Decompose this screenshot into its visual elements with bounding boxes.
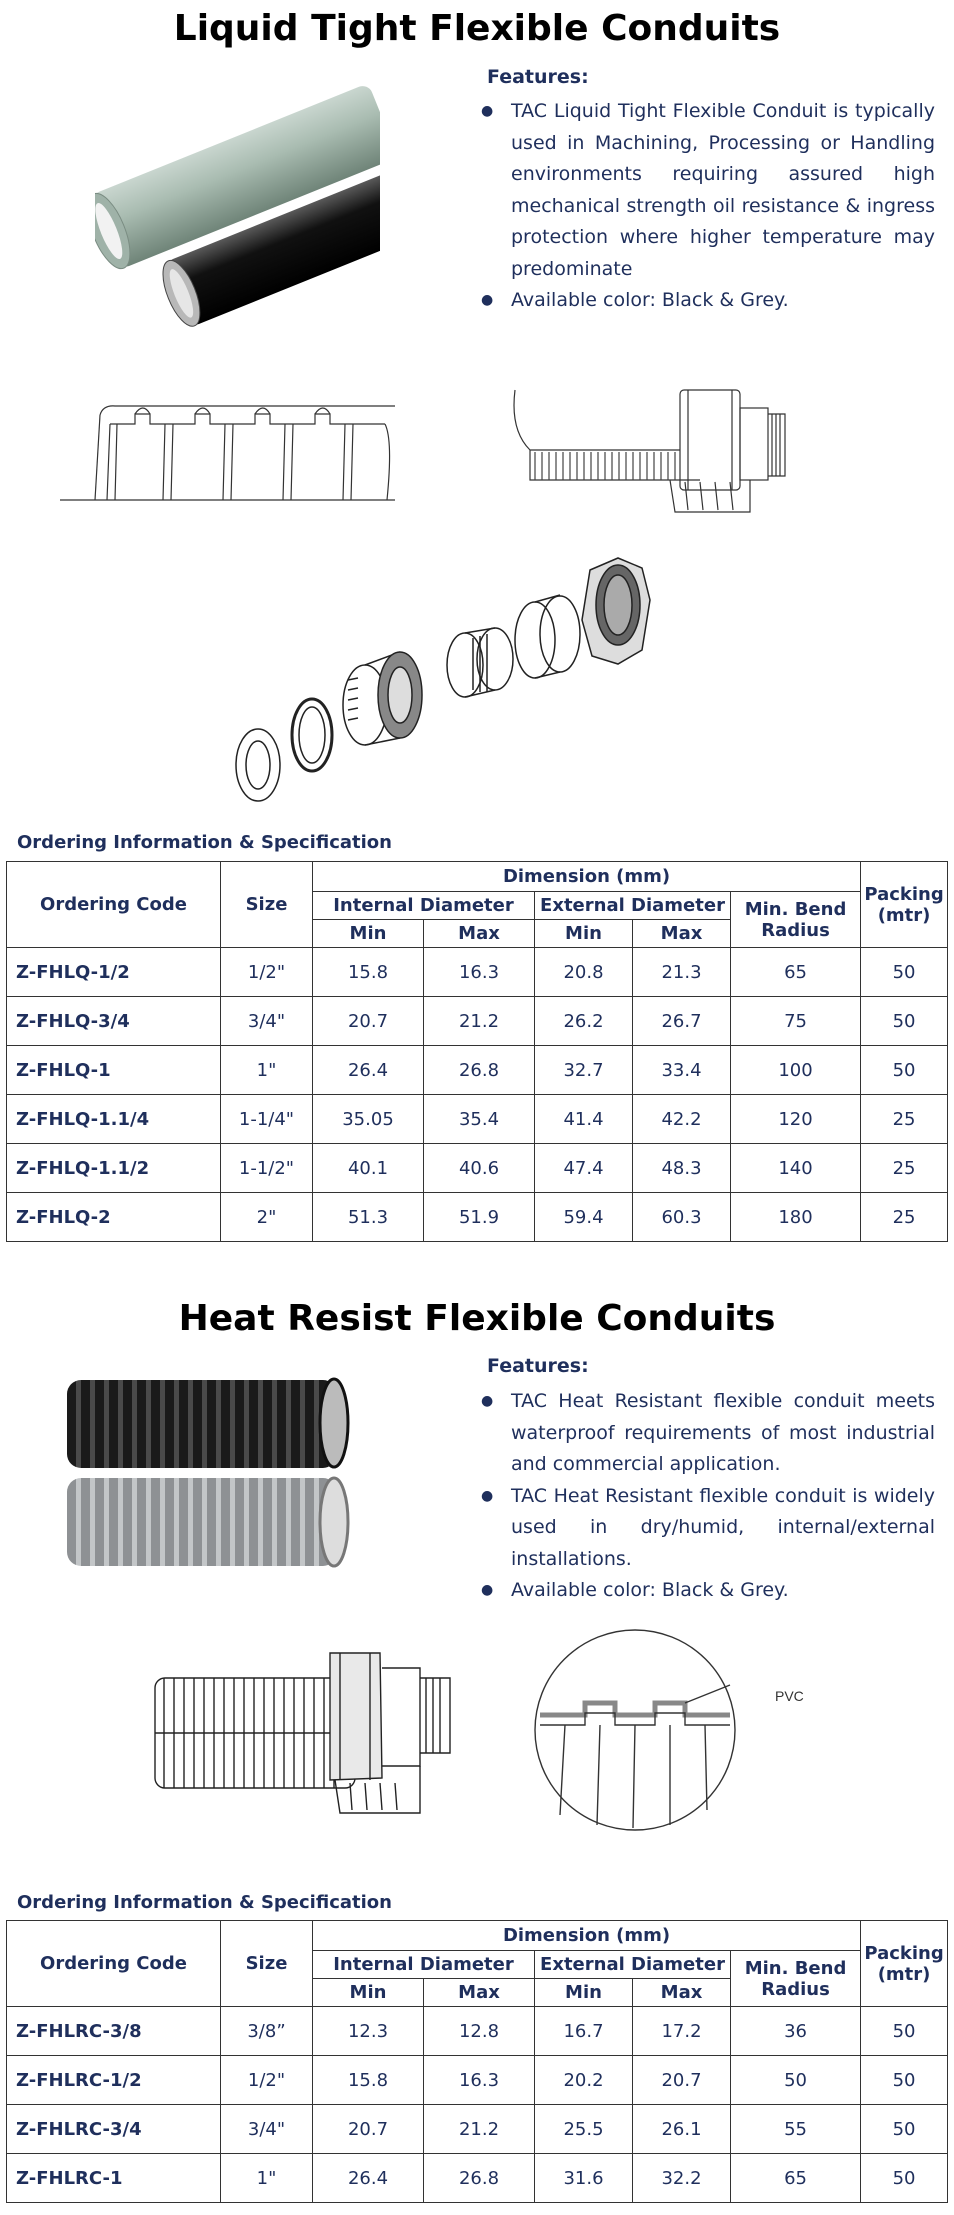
header-dimension: Dimension (mm) — [313, 1921, 861, 1951]
header-id-max: Max — [424, 1979, 535, 2007]
cell-ed-min: 47.4 — [535, 1144, 633, 1193]
cell-id-max: 51.9 — [424, 1193, 535, 1242]
table-row — [7, 2105, 948, 2154]
header-packing: Packing (mtr) — [861, 862, 948, 948]
cell-ed-min: 32.7 — [535, 1046, 633, 1095]
cell-bend: 140 — [731, 1144, 861, 1193]
cell-id-max: 21.2 — [424, 2105, 535, 2154]
liquid-table-title: Ordering Information & Specification — [17, 832, 392, 853]
cell-id-max: 16.3 — [424, 2056, 535, 2105]
cell-ed-min: 20.2 — [535, 2056, 633, 2105]
cell-id-max: 12.8 — [424, 2007, 535, 2056]
cell-ed-max: 33.4 — [633, 1046, 731, 1095]
cell-code: Z-FHLQ-2 — [7, 1193, 221, 1242]
heat-title: Heat Resist Flexible Conduits — [178, 1298, 776, 1339]
cell-ed-max: 26.7 — [633, 997, 731, 1046]
liquid-fitting-assembly-drawing — [510, 380, 800, 520]
header-size: Size — [221, 862, 313, 948]
cell-id-max: 26.8 — [424, 2154, 535, 2203]
cell-bend: 55 — [731, 2105, 861, 2154]
liquid-feature-item: ● TAC Liquid Tight Flexible Conduit is typically used in Machining, Processing or Handling environments requiring assured high mechanical strength oil resistance & ingress protection where higher temperature may predominate — [487, 96, 935, 285]
bullet-icon: ● — [481, 1582, 494, 1598]
header-size: Size — [221, 1921, 313, 2007]
cell-ed-max: 21.3 — [633, 948, 731, 997]
cell-pack: 50 — [861, 948, 948, 997]
cell-code: Z-FHLQ-1/2 — [7, 948, 221, 997]
cell-pack: 50 — [861, 2154, 948, 2203]
cell-bend: 100 — [731, 1046, 861, 1095]
cell-ed-min: 41.4 — [535, 1095, 633, 1144]
cell-id-max: 16.3 — [424, 948, 535, 997]
cell-id-min: 35.05 — [313, 1095, 424, 1144]
cell-id-max: 40.6 — [424, 1144, 535, 1193]
bullet-icon: ● — [481, 103, 494, 119]
cell-size: 2" — [221, 1193, 313, 1242]
header-ed-max: Max — [633, 920, 731, 948]
heat-features-label: Features: — [487, 1355, 589, 1377]
cell-id-min: 20.7 — [313, 2105, 424, 2154]
cell-pack: 50 — [861, 997, 948, 1046]
liquid-spec-table — [6, 861, 948, 1242]
header-external-diameter: External Diameter — [535, 1951, 731, 1979]
header-id-min: Min — [313, 920, 424, 948]
cell-ed-min: 16.7 — [535, 2007, 633, 2056]
cell-size: 3/8” — [221, 2007, 313, 2056]
heat-table-title: Ordering Information & Specification — [17, 1892, 392, 1913]
cell-id-min: 40.1 — [313, 1144, 424, 1193]
cell-ed-min: 26.2 — [535, 997, 633, 1046]
table-row — [7, 1193, 948, 1242]
cell-pack: 50 — [861, 2007, 948, 2056]
cell-ed-max: 42.2 — [633, 1095, 731, 1144]
table-row — [7, 1046, 948, 1095]
cell-size: 1" — [221, 2154, 313, 2203]
heat-feature-item: ● TAC Heat Resistant flexible conduit meets waterproof requirements of most industrial and commercial application. — [487, 1386, 935, 1481]
header-id-min: Min — [313, 1979, 424, 2007]
cell-id-min: 20.7 — [313, 997, 424, 1046]
cell-ed-max: 48.3 — [633, 1144, 731, 1193]
cell-ed-min: 31.6 — [535, 2154, 633, 2203]
cell-ed-max: 17.2 — [633, 2007, 731, 2056]
cell-pack: 50 — [861, 2056, 948, 2105]
header-ed-min: Min — [535, 1979, 633, 2007]
heat-feature-item: ● Available color: Black & Grey. — [487, 1575, 935, 1607]
cell-code: Z-FHLRC-3/4 — [7, 2105, 221, 2154]
cell-pack: 25 — [861, 1144, 948, 1193]
cell-bend: 120 — [731, 1095, 861, 1144]
cell-ed-max: 20.7 — [633, 2056, 731, 2105]
cell-size: 1-1/2" — [221, 1144, 313, 1193]
cell-ed-max: 26.1 — [633, 2105, 731, 2154]
cell-code: Z-FHLQ-1 — [7, 1046, 221, 1095]
heat-features-list — [481, 1386, 935, 1607]
cell-size: 1" — [221, 1046, 313, 1095]
cell-size: 3/4" — [221, 2105, 313, 2154]
liquid-conduit-profile-drawing — [55, 400, 400, 515]
cell-bend: 50 — [731, 2056, 861, 2105]
cell-bend: 65 — [731, 2154, 861, 2203]
bullet-icon: ● — [481, 1487, 494, 1504]
table-row — [7, 2007, 948, 2056]
liquid-feature-item: ● Available color: Black & Grey. — [487, 285, 935, 317]
cell-pack: 25 — [861, 1193, 948, 1242]
cell-id-min: 12.3 — [313, 2007, 424, 2056]
header-id-max: Max — [424, 920, 535, 948]
heat-feature-item: ● TAC Heat Resistant flexible conduit is widely used in dry/humid, internal/external installations. — [487, 1481, 935, 1576]
cell-bend: 65 — [731, 948, 861, 997]
heat-pvc-detail-drawing — [525, 1615, 845, 1840]
heat-fitting-assembly-drawing — [150, 1648, 470, 1818]
cell-code: Z-FHLQ-3/4 — [7, 997, 221, 1046]
cell-ed-max: 60.3 — [633, 1193, 731, 1242]
table-row — [7, 948, 948, 997]
cell-code: Z-FHLRC-1/2 — [7, 2056, 221, 2105]
cell-bend: 36 — [731, 2007, 861, 2056]
cell-pack: 25 — [861, 1095, 948, 1144]
cell-id-min: 26.4 — [313, 2154, 424, 2203]
liquid-features-label: Features: — [487, 66, 589, 88]
header-internal-diameter: Internal Diameter — [313, 1951, 535, 1979]
table-row — [7, 2154, 948, 2203]
header-ordering-code: Ordering Code — [7, 862, 221, 948]
table-row — [7, 2056, 948, 2105]
cell-size: 3/4" — [221, 997, 313, 1046]
table-row — [7, 1095, 948, 1144]
table-row — [7, 997, 948, 1046]
cell-id-max: 21.2 — [424, 997, 535, 1046]
header-packing: Packing (mtr) — [861, 1921, 948, 2007]
cell-code: Z-FHLQ-1.1/2 — [7, 1144, 221, 1193]
cell-ed-min: 59.4 — [535, 1193, 633, 1242]
bullet-icon: ● — [481, 292, 494, 308]
liquid-fitting-exploded-drawing — [230, 540, 660, 810]
cell-id-min: 26.4 — [313, 1046, 424, 1095]
cell-ed-min: 20.8 — [535, 948, 633, 997]
cell-code: Z-FHLRC-3/8 — [7, 2007, 221, 2056]
cell-id-min: 51.3 — [313, 1193, 424, 1242]
cell-id-min: 15.8 — [313, 2056, 424, 2105]
cell-size: 1/2" — [221, 948, 313, 997]
cell-id-min: 15.8 — [313, 948, 424, 997]
liquid-features-list — [481, 96, 935, 317]
cell-bend: 180 — [731, 1193, 861, 1242]
cell-code: Z-FHLRC-1 — [7, 2154, 221, 2203]
cell-id-max: 26.8 — [424, 1046, 535, 1095]
header-ed-max: Max — [633, 1979, 731, 2007]
cell-pack: 50 — [861, 2105, 948, 2154]
liquid-title: Liquid Tight Flexible Conduits — [173, 8, 781, 49]
cell-size: 1/2" — [221, 2056, 313, 2105]
header-ed-min: Min — [535, 920, 633, 948]
header-external-diameter: External Diameter — [535, 892, 731, 920]
cell-ed-max: 32.2 — [633, 2154, 731, 2203]
cell-id-max: 35.4 — [424, 1095, 535, 1144]
liquid-conduit-photo — [95, 72, 380, 342]
table-row — [7, 1144, 948, 1193]
header-ordering-code: Ordering Code — [7, 1921, 221, 2007]
header-internal-diameter: Internal Diameter — [313, 892, 535, 920]
header-dimension: Dimension (mm) — [313, 862, 861, 892]
pvc-label: PVC — [775, 1688, 804, 1704]
heat-spec-table — [6, 1920, 948, 2203]
cell-code: Z-FHLQ-1.1/4 — [7, 1095, 221, 1144]
header-min-bend-radius: Min. Bend Radius — [731, 1951, 861, 2007]
heat-conduit-photo — [62, 1375, 352, 1570]
cell-size: 1-1/4" — [221, 1095, 313, 1144]
header-min-bend-radius: Min. Bend Radius — [731, 892, 861, 948]
bullet-icon: ● — [481, 1393, 494, 1409]
cell-pack: 50 — [861, 1046, 948, 1095]
cell-bend: 75 — [731, 997, 861, 1046]
cell-ed-min: 25.5 — [535, 2105, 633, 2154]
